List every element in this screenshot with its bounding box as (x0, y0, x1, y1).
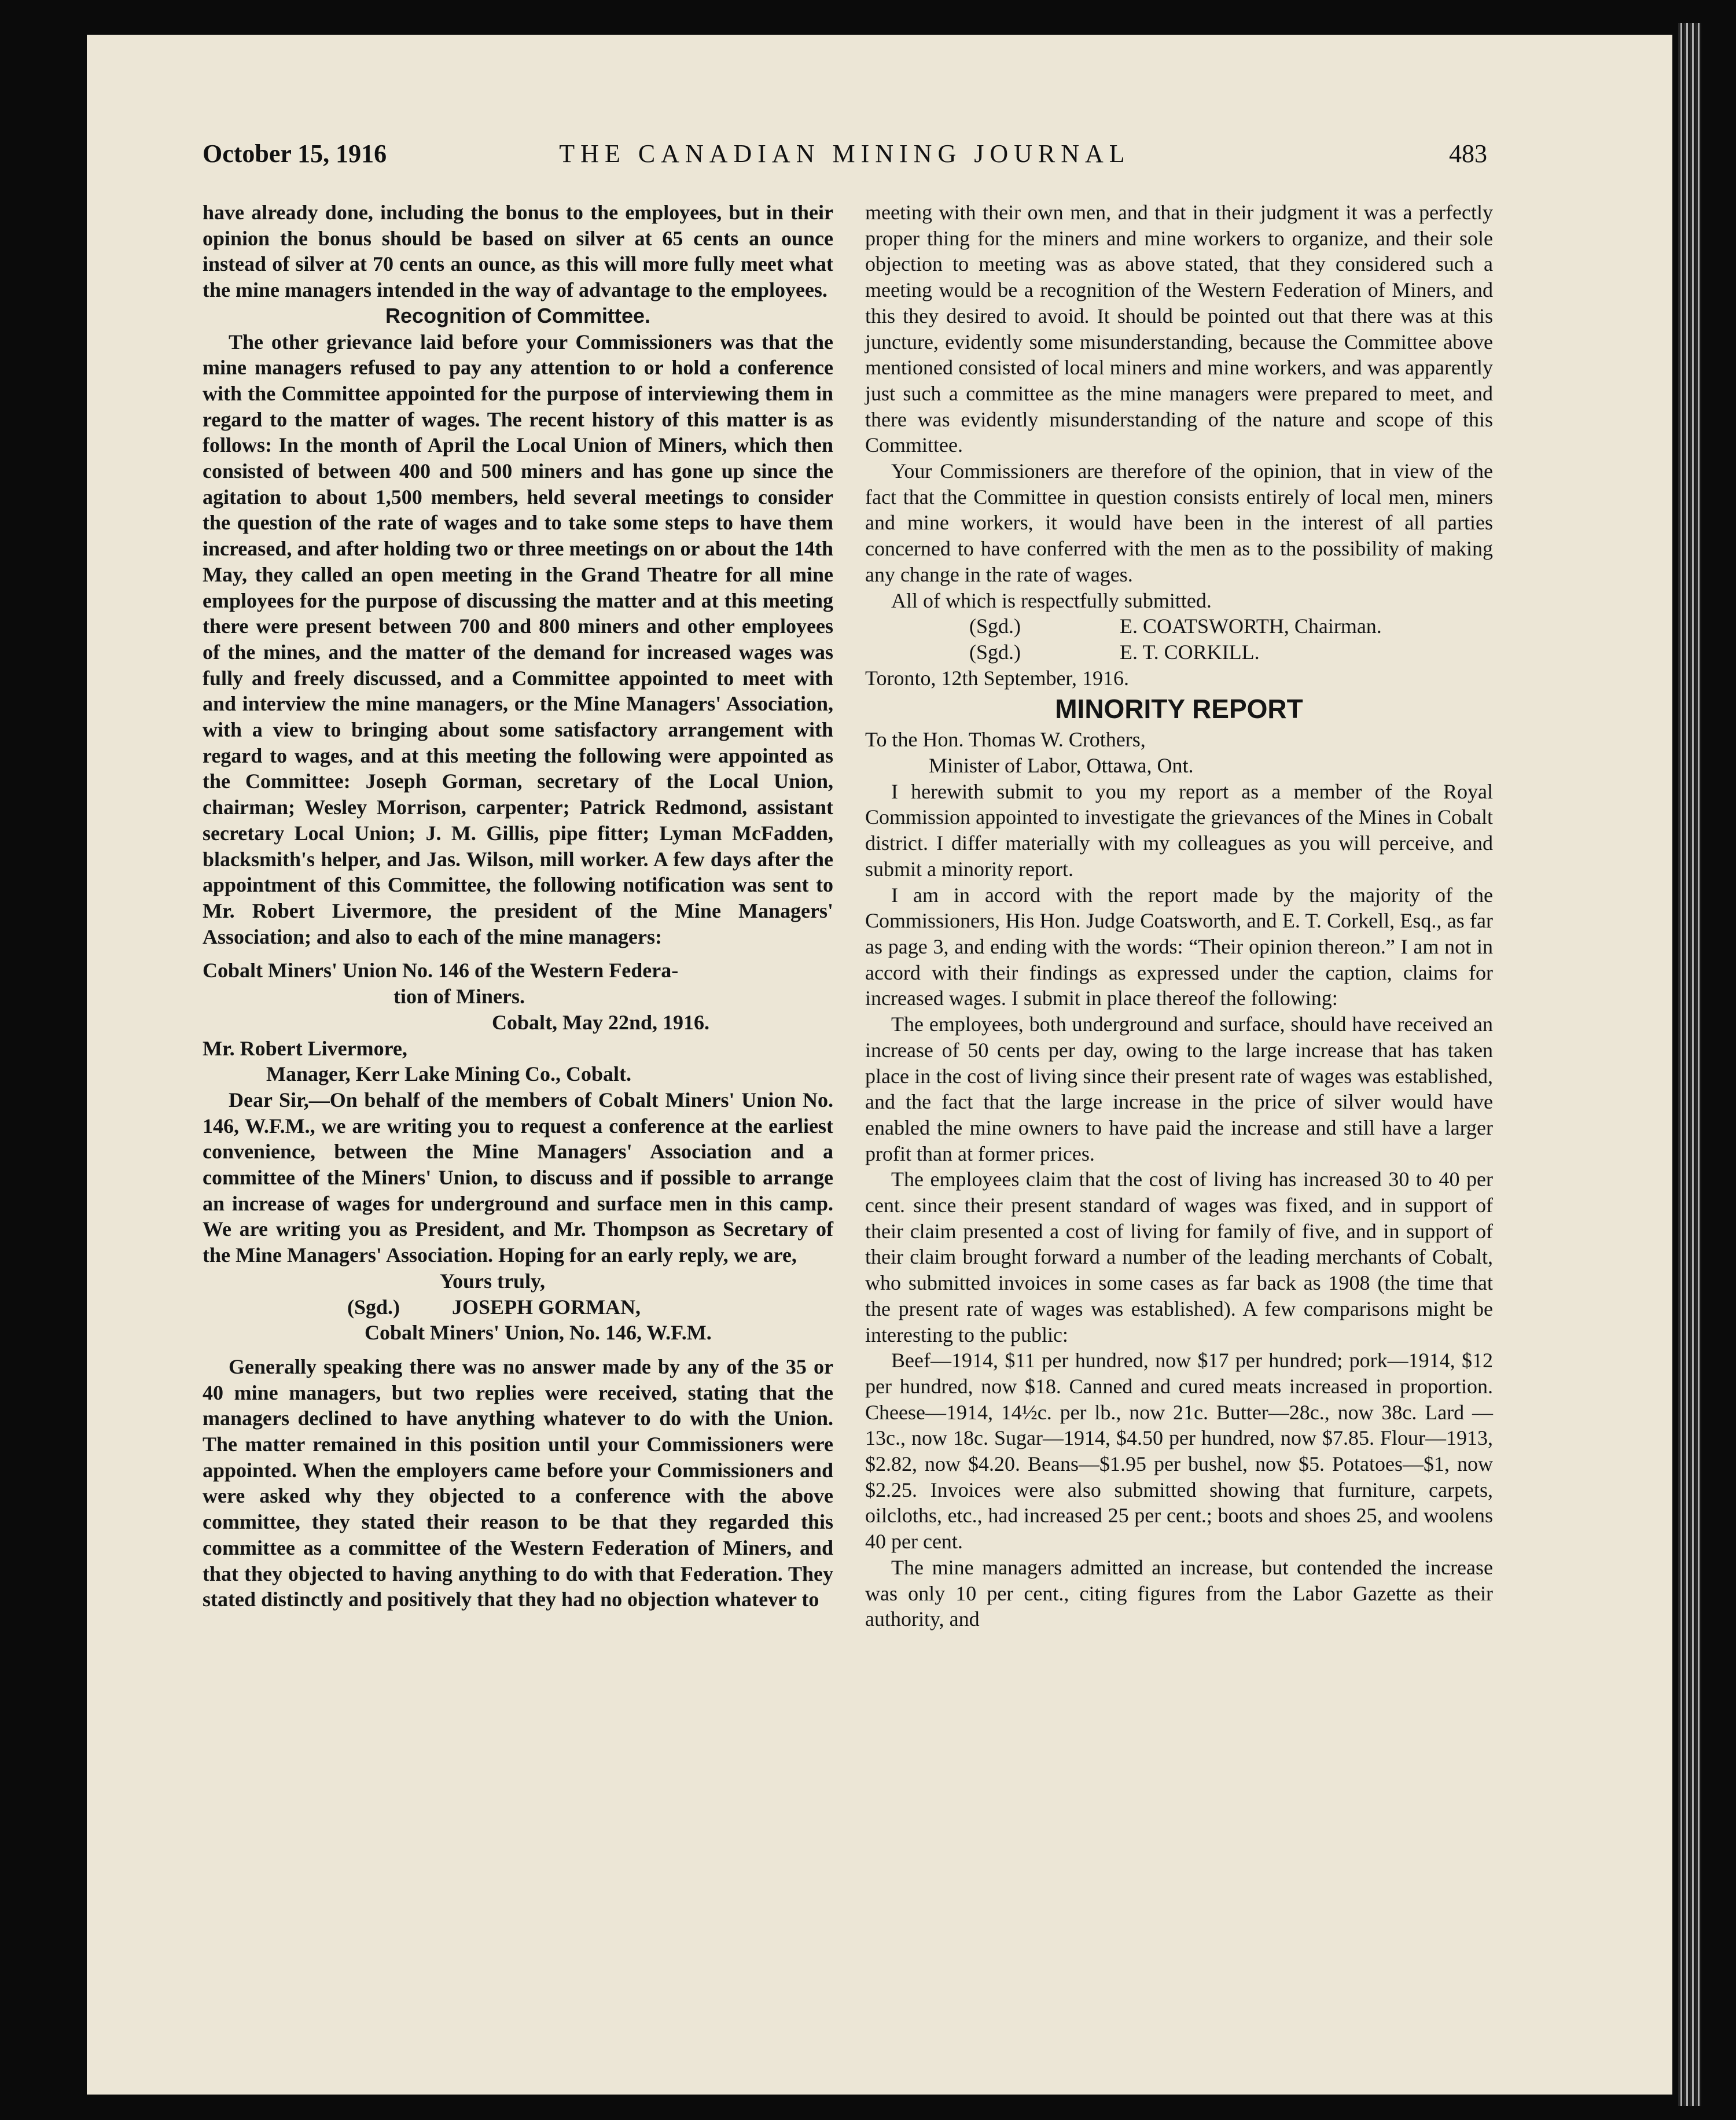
right-column (865, 200, 1493, 1632)
book-binding-edge (1678, 23, 1701, 2106)
paragraph: I am in accord with the report made by the majority of the Commissioners, His Hon. Judge Coatsworth, and E. T. Corkell, Esq., as far as page 3, and ending with the words: “Their opinion thereon.” I am not in accord with their findings as expressed under the caption, claims for increased wages. I submit in place thereof the following: (865, 883, 1493, 1010)
letter-addressee-title: Manager, Kerr Lake Mining Co., Cobalt. (266, 1062, 631, 1086)
paragraph: I herewith submit to you my report as a member of the Royal Commission appointed to investigate the grievances of the Mines in Cobalt district. I differ materially with my colleagues as you will perceive, and submit a minority report. (865, 779, 1493, 881)
signed-mark: (Sgd.) (969, 640, 1021, 664)
issue-date: October 15, 1916 (203, 139, 387, 168)
addressee-title: Minister of Labor, Ottawa, Ont. (929, 754, 1194, 778)
letter-body: Dear Sir,—On behalf of the members of Cobalt Miners' Union No. 146, W.F.M., we are writing you to request a conference at the earliest convenience, between the Mine Managers' Association and a committee of the Miners' Union, to discuss and if possible to arrange an increase of wages for underground and surface men in this camp. We are writing you as President, and Mr. Thompson as Secretary of the Mine Managers' Association. Hoping for an early reply, we are, (203, 1088, 833, 1267)
paragraph: Your Commissioners are therefore of the opinion, that in view of the fact that the Committee in question consists entirely of local men, miners and mine workers, it would have been in the interest of all parties concerned to have conferred with the men as to the possibility of making any change in the rate of wages. (865, 459, 1493, 586)
paragraph: Generally speaking there was no answer made by any of the 35 or 40 mine managers, but two replies were received, stating that the managers declined to have anything whatever to do with the Union. The matter remained in this position until your Commissioners were appointed. When the employers came before your Commissioners and were asked why they objected to a conference with the above committee, they stated their reason to be that they regarded this committee as a committee of the Western Federation of Miners, and that they objected to having anything to do with that Federation. They stated distinctly and positively that they had no objection whatever to (203, 1355, 833, 1611)
journal-title: THE CANADIAN MINING JOURNAL (559, 139, 1131, 168)
section-heading: MINORITY REPORT (1055, 694, 1303, 724)
letter-signature (203, 1294, 833, 1320)
paragraph: meeting with their own men, and that in their judgment it was a perfectly proper thing for the miners and mine workers to organize, and their sole objection to meeting was as above stated, that they considered such a meeting would be a recognition of the Western Federation of Miners, and this they desired to avoid. It should be pointed out that there was at this juncture, evidently some misunderstanding, because the Committee above mentioned consisted of local miners and mine workers, and was apparently just such a committee as the mine managers were prepared to meet, and there was evidently misunderstanding of the nature and scope of this Committee. (865, 201, 1493, 457)
paragraph: The employees claim that the cost of living has increased 30 to 40 per cent. since their present standard of wages was fixed, and in support of their claim presented a cost of living for family of five, and in support of their claim brought forward a number of the leading merchants of Cobalt, who submitted invoices in some cases as far back as 1908 (the time that the present rate of wages was established). A few comparisons might be interesting to the public: (865, 1168, 1493, 1346)
paragraph: Beef—1914, $11 per hundred, now $17 per hundred; pork—1914, $12 per hundred, now $18. Canned and cured meats increased in proportion. Cheese—1914, 14½c. per lb., now 21c. Butter—28c., now 38c. Lard —13c., now 18c. Sugar—1914, $4.50 per hundred, now $7.85. Flour—1913, $2.82, now $4.20. Beans—$1.95 per bushel, now $5. Potatoes—$1, now $2.25. Invoices were also submitted showing that furniture, carpets, oilcloths, etc., had increased 25 per cent.; boots and shoes 25, and woolens 40 per cent. (865, 1349, 1493, 1554)
letter-closing: Yours truly, (440, 1269, 546, 1293)
signer-name: E. COATSWORTH, Chairman. (1120, 614, 1382, 638)
paragraph: The mine managers admitted an increase, but contended the increase was only 10 per cent., citing figures from the Labor Gazette as their authority, and (865, 1555, 1493, 1631)
running-header (203, 139, 1487, 174)
signer-name: E. T. CORKILL. (1120, 640, 1260, 664)
paragraph: have already done, including the bonus to the employees, but in their opinion the bonus should be based on silver at 65 cents an ounce instead of silver at 70 cents an ounce, as this will more fully meet what the mine managers intended in the way of advantage to the employees. (203, 201, 833, 302)
paragraph: The other grievance laid before your Commissioners was that the mine managers refused to pay any attention to or hold a conference with the Committee appointed for the purpose of interviewing them in regard to the matter of wages. The recent history of this matter is as follows: In the month of April the Local Union of Miners, which then consisted of between 400 and 500 miners and has gone up since the agitation to about 1,500 members, held several meetings to consider the question of the rate of wages and to take some steps to have them increased, and after holding two or three meetings on or about the 14th May, they called an open meeting in the Grand Theatre for all mine employees for the purpose of discussing the matter and at this meeting there were present between 700 and 800 miners and other employees of the mines, and the matter of the demand for increased wages was fully and freely discussed, and a Committee appointed to meet with and interview the mine managers, or the Mine Managers' Association, with a view to bringing about some satisfactory arrangement with regard to wages, and at this meeting the following were appointed as the Committee: Joseph Gorman, secretary of the Local Union, chairman; Wesley Morrison, carpenter; Patrick Redmond, assistant secretary Local Union; J. M. Gillis, pipe fitter; Lyman McFadden, blacksmith's helper, and Jas. Wilson, mill worker. A few days after the appointment of this Committee, the following notification was sent to Mr. Robert Livermore, the president of the Mine Managers' Association; and also to each of the mine managers: (203, 330, 833, 948)
left-column (203, 200, 833, 1613)
section-heading: Recognition of Committee. (385, 303, 650, 327)
letter-addressee: Mr. Robert Livermore, (203, 1036, 407, 1060)
place-and-date: Toronto, 12th September, 1916. (865, 666, 1129, 690)
signed-mark: (Sgd.) (969, 614, 1021, 638)
signer-name: JOSEPH GORMAN, (452, 1295, 641, 1319)
addressee-line: To the Hon. Thomas W. Crothers, (865, 728, 1146, 752)
letter-sender-line-1: Cobalt Miners' Union No. 146 of the Western Federa- (203, 959, 679, 982)
paragraph: All of which is respectfully submitted. (891, 588, 1212, 612)
letter-sender-line-2: tion of Miners. (393, 985, 525, 1009)
letter-date: Cobalt, May 22nd, 1916. (492, 1010, 710, 1034)
signer-organization: Cobalt Miners' Union, No. 146, W.F.M. (365, 1321, 712, 1345)
page-number: 483 (1449, 139, 1487, 168)
signature-chairman (865, 613, 1493, 639)
paragraph: The employees, both underground and surface, should have received an increase of 50 cents per day, owing to the large increase that has taken place in the cost of living since their present rate of wages was established, and the fact that the large increase in the price of silver would have enabled the mine owners to have paid the increase and still have a larger profit than at former prices. (865, 1013, 1493, 1165)
signed-mark: (Sgd.) (347, 1295, 400, 1319)
signature-member (865, 639, 1493, 665)
